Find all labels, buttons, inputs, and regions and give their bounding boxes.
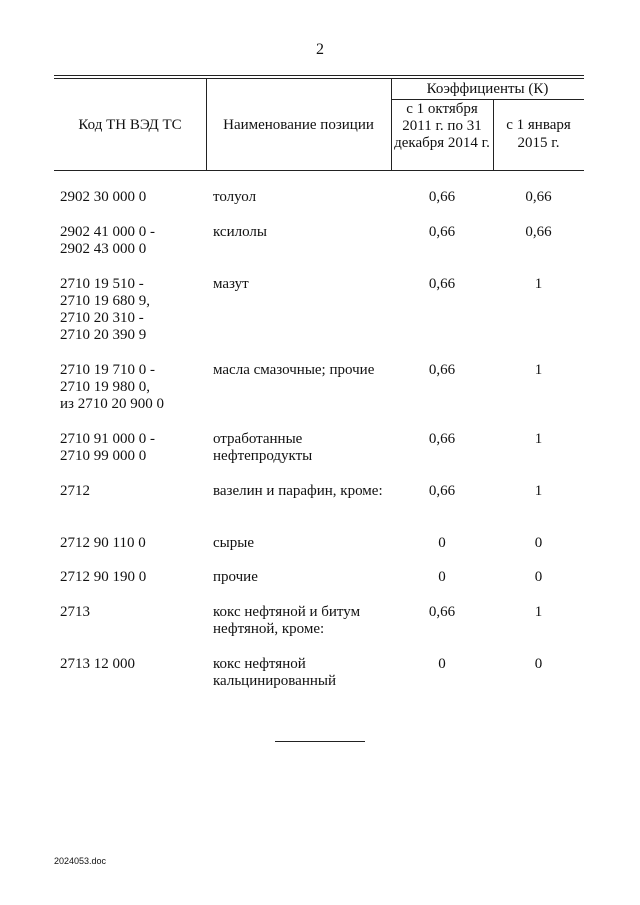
row-code: 2712 90 110 0	[60, 535, 146, 551]
row-coef-period-1: 0	[438, 656, 446, 672]
document-end-rule	[275, 741, 365, 742]
row-coef-period-1: 0,66	[428, 189, 456, 205]
row-code: 2710 91 000 0 - 2710 99 000 0	[60, 431, 155, 464]
row-coef-period-1: 0,66	[428, 224, 456, 240]
row-code: 2902 30 000 0	[60, 189, 147, 205]
footer-filename: 2024053.doc	[54, 856, 107, 866]
page-number: 2	[316, 41, 324, 58]
row-code: 2713 12 000	[60, 656, 135, 672]
row-name: вазелин и парафин, кроме:	[213, 483, 383, 499]
row-name: сырые	[213, 535, 254, 551]
row-coef-period-1: 0,66	[428, 362, 456, 378]
header-coefficients: Коэффициенты (К)	[426, 81, 549, 97]
row-name: мазут	[213, 276, 249, 292]
header-period-1: с 1 октября 2011 г. по 31 декабря 2014 г.	[394, 101, 490, 151]
header-period-2: с 1 января 2015 г.	[506, 117, 571, 151]
row-coef-period-2: 1	[534, 276, 543, 292]
row-coef-period-2: 0	[534, 535, 543, 551]
row-coef-period-2: 0	[534, 656, 543, 672]
row-name: кокс нефтяной и битум нефтяной, кроме:	[213, 604, 361, 637]
table-top-rule-inner	[54, 78, 584, 79]
row-code: 2713	[60, 604, 90, 620]
row-code: 2712 90 190 0	[60, 569, 147, 585]
row-coef-period-2: 1	[534, 362, 543, 378]
row-code: 2712	[60, 483, 90, 499]
coefficient-header-rule	[391, 99, 584, 100]
row-coef-period-1: 0	[438, 535, 446, 551]
header-name: Наименование позиции	[223, 117, 374, 133]
row-coef-period-1: 0	[438, 569, 446, 585]
row-coef-period-2: 1	[534, 431, 543, 447]
row-coef-period-2: 0	[534, 569, 543, 585]
row-code: 2902 41 000 0 - 2902 43 000 0	[60, 224, 155, 257]
row-coef-period-1: 0,66	[428, 431, 456, 447]
row-coef-period-2: 1	[534, 483, 543, 499]
row-coef-period-1: 0,66	[428, 276, 456, 292]
row-name: толуол	[213, 189, 257, 205]
row-coef-period-1: 0,66	[428, 604, 456, 620]
table-header-bottom-rule	[54, 170, 584, 171]
row-coef-period-2: 0,66	[525, 224, 552, 240]
row-coef-period-2: 0,66	[525, 189, 552, 205]
table-top-rule	[54, 75, 584, 76]
row-name: прочие	[213, 569, 258, 585]
row-coef-period-2: 1	[534, 604, 543, 620]
row-name: отработанные нефтепродукты	[213, 431, 313, 464]
row-code: 2710 19 710 0 - 2710 19 980 0, из 2710 20 900 0	[60, 362, 164, 412]
row-name: масла смазочные; прочие	[213, 362, 375, 378]
row-code: 2710 19 510 - 2710 19 680 9, 2710 20 310 - 2710 20 390 9	[60, 276, 150, 343]
header-code: Код ТН ВЭД ТС	[78, 117, 182, 133]
row-coef-period-1: 0,66	[428, 483, 456, 499]
row-name: ксилолы	[213, 224, 267, 240]
row-name: кокс нефтяной кальцинированный	[213, 656, 336, 689]
